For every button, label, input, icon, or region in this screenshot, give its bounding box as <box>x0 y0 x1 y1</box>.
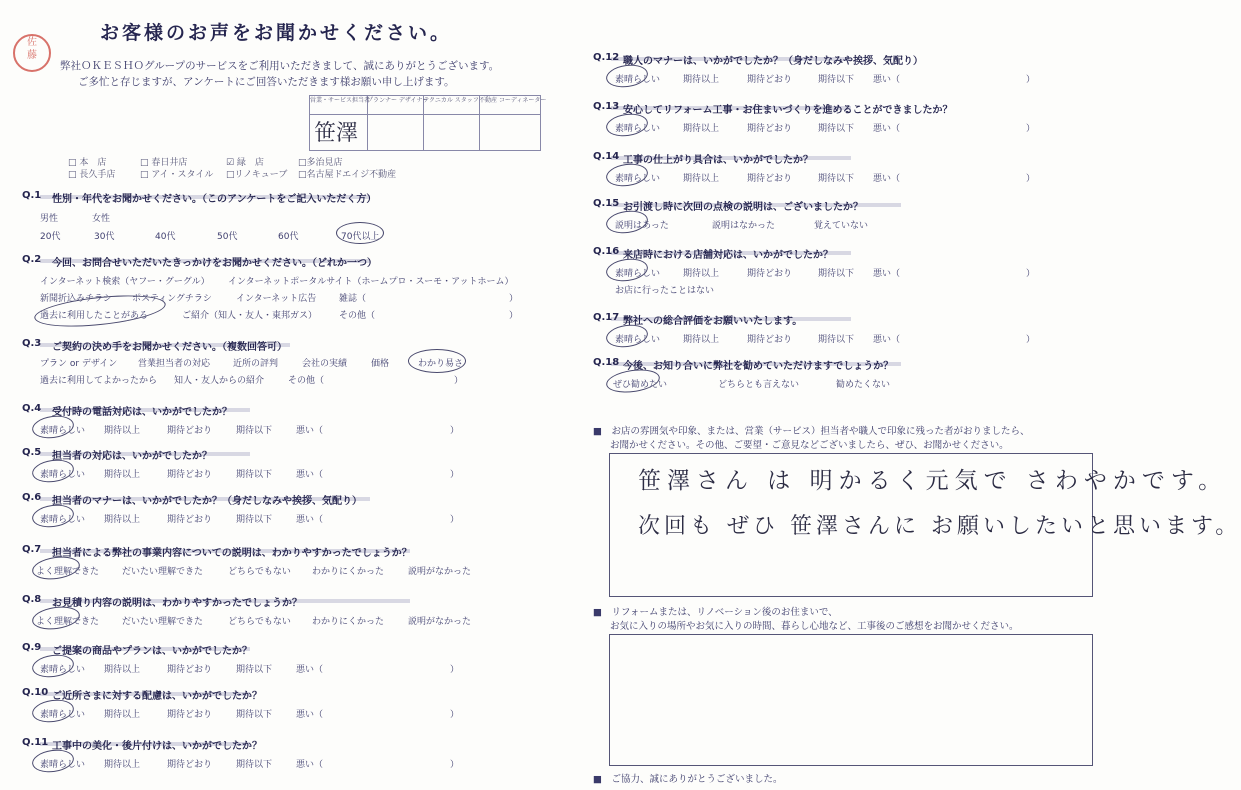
q16-opt-1[interactable]: 期待以上 <box>683 269 720 279</box>
q18-number: Q.18 <box>593 357 620 368</box>
q5-opt-4[interactable]: 悪い（ <box>296 470 324 480</box>
q15-answer-circle <box>605 208 650 236</box>
q11-opt-1[interactable]: 期待以上 <box>104 760 141 770</box>
q7-number: Q.7 <box>22 544 42 555</box>
store-realestate[interactable]: □名古屋ドエイジ不動産 <box>298 170 397 180</box>
q13-opt-4[interactable]: 悪い（ <box>873 124 901 134</box>
q16-answer-circle <box>605 256 650 284</box>
q14-opt-1[interactable]: 期待以上 <box>683 174 720 184</box>
q6-text: 担当者のマナーは、いかがでしたか？（身だしなみや挨拶、気配り） <box>52 496 362 507</box>
q7-opt-1[interactable]: だいたい理解できた <box>122 567 204 577</box>
q11-opt-5: ） <box>450 760 460 770</box>
q11-opt-4[interactable]: 悪い（ <box>296 760 324 770</box>
q9-opt-2[interactable]: 期待どおり <box>167 665 213 675</box>
q3-opt-other-close: ） <box>454 376 464 386</box>
page-title: お客様のお声をお聞かせください。 <box>100 22 453 44</box>
q12-text: 職人のマナーは、いかがでしたか？（身だしなみや挨拶、気配り） <box>623 56 923 67</box>
comment1-prompt-1: ■ お店の雰囲気や印象、または、営業（サービス）担当者や職人で印象に残った者がおりましたら、 <box>593 426 1030 437</box>
q12-opt-3[interactable]: 期待以下 <box>818 75 855 85</box>
q4-number: Q.4 <box>22 403 42 414</box>
q17-text: 弊社への総合評価をお願いいたします。 <box>623 316 803 327</box>
comment2-prompt-1: ■ リフォームまたは、リノベーション後のお住まいで、 <box>593 607 838 618</box>
q3-number: Q.3 <box>22 338 42 349</box>
q13-opt-0[interactable]: 素晴らしい <box>615 124 661 134</box>
q7-opt-4[interactable]: 説明がなかった <box>408 567 472 577</box>
q6-opt-5: ） <box>450 515 460 525</box>
q3-text: ご契約の決め手をお聞かせください。（複数回答可） <box>52 342 287 353</box>
q11-number: Q.11 <box>22 737 49 748</box>
q4-opt-2[interactable]: 期待どおり <box>167 426 213 436</box>
store-honten[interactable]: □ 本 店 <box>68 158 107 168</box>
q2-opt-other[interactable]: その他（ <box>339 311 376 321</box>
staff-handwritten-name: 笹澤 <box>314 121 359 146</box>
q2-opt-past[interactable]: 過去に利用したことがある <box>40 311 149 321</box>
q15-opt-1[interactable]: 説明はなかった <box>712 221 776 231</box>
q11-opt-2[interactable]: 期待どおり <box>167 760 213 770</box>
q3-opt-other[interactable]: その他（ <box>288 376 325 386</box>
q13-opt-3[interactable]: 期待以下 <box>818 124 855 134</box>
q7-answer-circle <box>31 554 82 582</box>
q1-text: 性別・年代をお聞かせください。（このアンケートをご記入いただく方） <box>52 194 377 205</box>
q2-opt-search[interactable]: インターネット検索（ヤフー・グーグル） <box>40 277 210 287</box>
q17-opt-0[interactable]: 素晴らしい <box>615 335 661 345</box>
q7-opt-0[interactable]: よく理解できた <box>36 567 100 577</box>
q11-opt-0[interactable]: 素晴らしい <box>40 760 86 770</box>
q15-number: Q.15 <box>593 198 620 209</box>
q3-opt-sales[interactable]: 営業担当者の対応 <box>138 359 211 369</box>
q11-answer-circle <box>31 747 76 775</box>
q16-opt-4[interactable]: 悪い（ <box>873 269 901 279</box>
q14-opt-5: ） <box>1026 174 1036 184</box>
q14-answer-circle <box>605 161 650 189</box>
q10-opt-5: ） <box>450 710 460 720</box>
q2-opt-referral[interactable]: ご紹介（知人・友人・東邦ガス） <box>182 311 318 321</box>
q3-opt-referral[interactable]: 知人・友人からの紹介 <box>174 376 265 386</box>
q9-opt-5: ） <box>450 665 460 675</box>
seal-stamp: 佐 藤 <box>13 34 51 72</box>
q5-text: 担当者の対応は、いかがでしたか？ <box>52 451 212 462</box>
q10-opt-0[interactable]: 素晴らしい <box>40 710 86 720</box>
q7-opt-3[interactable]: わかりにくかった <box>312 567 385 577</box>
q6-opt-3[interactable]: 期待以下 <box>236 515 273 525</box>
q17-opt-4[interactable]: 悪い（ <box>873 335 901 345</box>
q5-answer-circle <box>31 457 76 485</box>
q2-opt-webad[interactable]: インターネット広告 <box>236 294 317 304</box>
q17-opt-5: ） <box>1026 335 1036 345</box>
q13-opt-5: ） <box>1026 124 1036 134</box>
q1-opt-female[interactable]: 女性 <box>92 214 111 224</box>
store-midori[interactable]: ☑ 緑 店 <box>226 158 264 168</box>
q10-answer-circle <box>31 697 76 725</box>
q16-opt-0-r1[interactable]: お店に行ったことはない <box>615 286 715 296</box>
q10-opt-4[interactable]: 悪い（ <box>296 710 324 720</box>
q2-opt-other-close: ） <box>509 311 519 321</box>
q1-opt-40s[interactable]: 40代 <box>155 232 176 242</box>
q1-opt-20s[interactable]: 20代 <box>40 232 61 242</box>
q8-opt-0[interactable]: よく理解できた <box>36 617 100 627</box>
q15-opt-0[interactable]: 説明はあった <box>615 221 669 231</box>
q4-answer-circle <box>31 413 76 441</box>
q17-opt-1[interactable]: 期待以上 <box>683 335 720 345</box>
comment2-box[interactable] <box>609 634 1093 766</box>
q12-opt-4[interactable]: 悪い（ <box>873 75 901 85</box>
q18-text: 今後、お知り合いに弊社を勧めていただけますでしょうか？ <box>623 361 894 372</box>
q3-opt-record[interactable]: 会社の実績 <box>302 359 348 369</box>
q14-opt-0[interactable]: 素晴らしい <box>615 174 661 184</box>
q1-number: Q.1 <box>22 190 42 201</box>
q5-opt-1[interactable]: 期待以上 <box>104 470 141 480</box>
footer-thanks: ■ ご協力、誠にありがとうございました。 <box>593 774 783 785</box>
q6-opt-1[interactable]: 期待以上 <box>104 515 141 525</box>
q12-opt-1[interactable]: 期待以上 <box>683 75 720 85</box>
store-kasugai[interactable]: □ 春日井店 <box>140 158 188 168</box>
q16-number: Q.16 <box>593 246 620 257</box>
q14-opt-3[interactable]: 期待以下 <box>818 174 855 184</box>
q16-opt-2[interactable]: 期待どおり <box>747 269 793 279</box>
q17-opt-2[interactable]: 期待どおり <box>747 335 793 345</box>
q1-opt-60s[interactable]: 60代 <box>278 232 299 242</box>
q8-opt-4[interactable]: 説明がなかった <box>408 617 472 627</box>
staff-header-sales: 営業・サービス担当者 <box>310 97 371 104</box>
q12-opt-5: ） <box>1026 75 1036 85</box>
q13-text: 安心してリフォーム工事・お住まいづくりを進めることができましたか？ <box>623 105 953 116</box>
q13-opt-1[interactable]: 期待以上 <box>683 124 720 134</box>
intro-line-1: 弊社ＯＫＥＳＨＯグループのサービスをご利用いただきまして、誠にありがとうございます。 <box>60 60 500 72</box>
q4-opt-3[interactable]: 期待以下 <box>236 426 273 436</box>
q2-number: Q.2 <box>22 254 42 265</box>
q18-opt-2[interactable]: 勧めたくない <box>836 380 891 390</box>
q12-opt-0[interactable]: 素晴らしい <box>615 75 661 85</box>
q18-answer-circle <box>605 366 662 395</box>
q16-opt-0[interactable]: 素晴らしい <box>615 269 661 279</box>
intro-line-2: ご多忙と存じますが、アンケートにご回答いただきます様お願い申し上げます。 <box>78 76 455 88</box>
q9-opt-4[interactable]: 悪い（ <box>296 665 324 675</box>
q16-text: 来店時における店舗対応は、いかがでしたか？ <box>623 250 833 261</box>
q4-opt-4[interactable]: 悪い（ <box>296 426 324 436</box>
q8-text: お見積り内容の説明は、わかりやすかったでしょうか？ <box>52 598 302 609</box>
store-renocube[interactable]: □リノキューブ <box>226 170 288 180</box>
q6-number: Q.6 <box>22 492 42 503</box>
q10-number: Q.10 <box>22 687 49 698</box>
q9-text: ご提案の商品やプランは、いかがでしたか？ <box>52 646 252 657</box>
q4-opt-0[interactable]: 素晴らしい <box>40 426 86 436</box>
q14-number: Q.14 <box>593 151 620 162</box>
q12-number: Q.12 <box>593 52 620 63</box>
q9-number: Q.9 <box>22 642 42 653</box>
q13-answer-circle <box>605 111 650 139</box>
q18-opt-0[interactable]: ぜひ勧めたい <box>613 380 668 390</box>
q8-opt-3[interactable]: わかりにくかった <box>312 617 385 627</box>
q5-opt-5: ） <box>450 470 460 480</box>
q5-opt-0[interactable]: 素晴らしい <box>40 470 86 480</box>
q17-answer-circle <box>605 322 650 350</box>
q2-opt-portal[interactable]: インターネットポータルサイト（ホームプロ・スーモ・アットホーム） <box>228 277 514 287</box>
comment1-prompt-2: お聞かせください。その他、ご要望・ご意見などございましたら、ぜひ、お聞かせください。 <box>610 440 1009 451</box>
q5-opt-3[interactable]: 期待以下 <box>236 470 273 480</box>
q6-answer-circle <box>31 502 76 530</box>
q6-opt-0[interactable]: 素晴らしい <box>40 515 86 525</box>
q13-opt-2[interactable]: 期待どおり <box>747 124 793 134</box>
q14-opt-2[interactable]: 期待どおり <box>747 174 793 184</box>
q12-answer-circle <box>605 62 650 90</box>
q11-opt-3[interactable]: 期待以下 <box>236 760 273 770</box>
q8-opt-2[interactable]: どちらでもない <box>228 617 291 627</box>
q17-number: Q.17 <box>593 312 620 323</box>
q1-answer-circle <box>336 222 384 244</box>
q4-opt-5: ） <box>450 426 460 436</box>
q7-opt-2[interactable]: どちらでもない <box>228 567 291 577</box>
q1-opt-30s[interactable]: 30代 <box>94 232 115 242</box>
q16-opt-3[interactable]: 期待以下 <box>818 269 855 279</box>
q8-answer-circle <box>31 604 82 632</box>
q1-opt-50s[interactable]: 50代 <box>217 232 238 242</box>
q10-text: ご近所さまに対する配慮は、いかがでしたか？ <box>52 691 262 702</box>
q5-opt-2[interactable]: 期待どおり <box>167 470 213 480</box>
q18-opt-1[interactable]: どちらとも言えない <box>718 380 800 390</box>
staff-header-technical: テクニカル スタッフ <box>423 97 479 104</box>
q13-number: Q.13 <box>593 101 620 112</box>
q2-opt-posting[interactable]: ポスティングチラシ <box>132 294 212 304</box>
q11-text: 工事中の美化・後片付けは、いかがでしたか？ <box>52 741 262 752</box>
q6-opt-2[interactable]: 期待どおり <box>167 515 213 525</box>
staff-table <box>309 95 547 151</box>
q9-answer-circle <box>31 652 76 680</box>
q15-text: お引渡し時に次回の点検の説明は、ございましたか？ <box>623 202 863 213</box>
q9-opt-0[interactable]: 素晴らしい <box>40 665 86 675</box>
q2-text: 今回、お問合せいただいたきっかけをお聞かせください。（どれか一つ） <box>52 258 377 269</box>
q16-opt-5: ） <box>1026 269 1036 279</box>
q4-text: 受付時の電話対応は、いかがでしたか？ <box>52 407 232 418</box>
q6-opt-4[interactable]: 悪い（ <box>296 515 324 525</box>
comment1-answer-line-2: 次回も ぜひ 笹澤さんに お願いしたいと思います。 <box>638 514 1241 539</box>
q1-opt-70s[interactable]: 70代以上 <box>341 232 380 242</box>
q9-opt-3[interactable]: 期待以下 <box>236 665 273 675</box>
q14-opt-4[interactable]: 悪い（ <box>873 174 901 184</box>
store-nagakute[interactable]: □ 長久手店 <box>68 170 116 180</box>
q3-opt-plan[interactable]: プラン or デザイン <box>40 359 118 369</box>
comment2-prompt-2: お気に入りの場所やお気に入りの時間、暮らし心地など、工事後のご感想をお聞かせください。 <box>610 621 1019 632</box>
q7-text: 担当者による弊社の事業内容についての説明は、わかりやすかったでしょうか？ <box>52 548 412 559</box>
q15-opt-2[interactable]: 覚えていない <box>814 221 869 231</box>
q2-opt-newspaper[interactable]: 新聞折込みチラシ <box>40 294 113 304</box>
q8-opt-1[interactable]: だいたい理解できた <box>122 617 204 627</box>
store-tajimi[interactable]: □多治見店 <box>298 158 343 168</box>
staff-header-planner: プランナー デザイナー <box>367 97 429 104</box>
q10-opt-3[interactable]: 期待以下 <box>236 710 273 720</box>
q2-opt-magazine[interactable]: 雑誌（ <box>339 294 367 304</box>
q1-opt-male[interactable]: 男性 <box>40 214 59 224</box>
q3-opt-price[interactable]: 価格 <box>371 359 390 369</box>
q3-opt-past[interactable]: 過去に利用してよかったから <box>40 376 158 386</box>
q4-opt-1[interactable]: 期待以上 <box>104 426 141 436</box>
q3-answer-circle <box>408 349 466 373</box>
q5-number: Q.5 <box>22 447 42 458</box>
q10-opt-2[interactable]: 期待どおり <box>167 710 213 720</box>
q8-number: Q.8 <box>22 594 42 605</box>
staff-header-realestate: 不動産 コーディネーター <box>479 97 547 104</box>
q3-opt-reputation[interactable]: 近所の評判 <box>233 359 279 369</box>
q12-opt-2[interactable]: 期待どおり <box>747 75 793 85</box>
q14-text: 工事の仕上がり具合は、いかがでしたか？ <box>623 155 813 166</box>
q10-opt-1[interactable]: 期待以上 <box>104 710 141 720</box>
q17-opt-3[interactable]: 期待以下 <box>818 335 855 345</box>
comment1-answer-line-1: 笹澤さん は 明かるく元気で さわやかです。 <box>638 468 1228 494</box>
q3-opt-clarity[interactable]: わかり易さ <box>418 359 464 369</box>
q2-opt-magazine-close: ） <box>509 294 519 304</box>
q9-opt-1[interactable]: 期待以上 <box>104 665 141 675</box>
store-istyle[interactable]: □ アイ・スタイル <box>140 170 214 180</box>
